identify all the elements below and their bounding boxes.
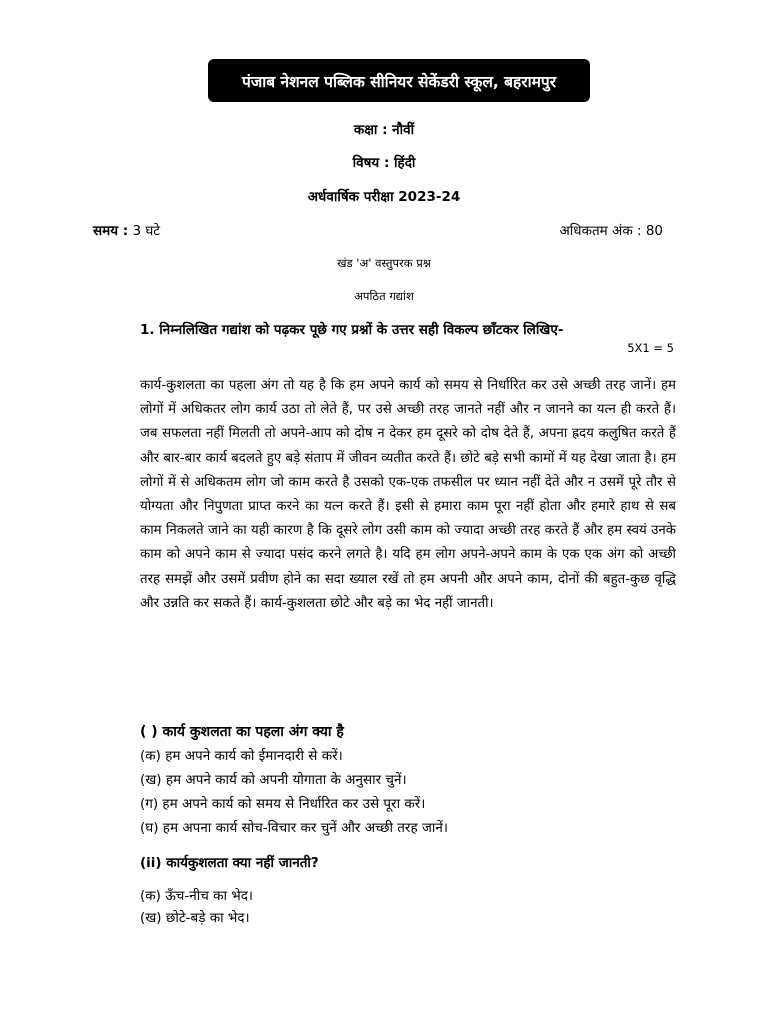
question-1-instruction	[140, 320, 563, 338]
sub-question-1-option-d: (घ) हम अपना कार्य सोच-विचार कर चुनें और अच्छी तरह जानें।	[140, 820, 449, 836]
passage	[140, 374, 676, 616]
school-name: पंजाब नेशनल पब्लिक सीनियर सेकेंडरी स्कूल, बहरामपुर	[241, 72, 557, 91]
sub-question-1-option-a: (क) हम अपने कार्य को ईमानदारी से करें।	[140, 748, 343, 764]
sub-question-1-option-b: (ख) हम अपने कार्य को अपनी योगाता के अनुसार चुनें।	[140, 772, 407, 788]
time-value: 3 घटे	[132, 223, 161, 239]
school-name-banner	[208, 59, 590, 102]
class-line: कक्षा : नौवीं	[353, 122, 415, 138]
time-label: समय :	[93, 223, 129, 239]
sub-question-2-option-b: (ख) छोटे-बड़े का भेद।	[140, 910, 250, 926]
max-marks: अधिकतम अंक : 80	[559, 223, 663, 239]
subject-line: विषय : हिंदी	[352, 155, 416, 171]
section-subtitle: अपठित गद्यांश	[354, 289, 414, 303]
question-1-text: निम्नलिखित गद्यांश को पढ़कर पूछे गए प्रश्नों के उत्तर सही विकल्प छाँटकर लिखिए-	[159, 322, 564, 338]
question-1-marks: 5X1 = 5	[627, 341, 674, 355]
passage-text: कार्य-कुशलता का पहला अंग तो यह है कि हम अपने कार्य को समय से निर्धारित कर उसे अच्छी तरह जानें। हम लोगों में अधिकतर लोग कार्य उठा तो लेते हैं, पर उसे अच्छी तरह जानते नहीं और न जानने का यत्न ही करते हैं। जब सफलता नहीं मिलती तो अपने-आप को दोष न देकर हम दूसरे को दोष देते हैं, अपना ह्रदय कलुषित करते हैं और बार-बार कार्य बदलते हुए बड़े संताप में जीवन व्यतीत करते हैं। छोटे बड़े सभी कामों में यह देखा जाता है। हम लोगों में से अधिकतम लोग जो काम करते है उसको एक-एक तफसील पर ध्यान नहीं देते और न उसमें पूरे तौर से योग्यता और निपुणता प्राप्त करने का यत्न करते हैं। इसी से हमारा काम पूरा नहीं होता और हमारे हाथ से सब काम निकलते जाने का यही कारण है कि दूसरे लोग उसी काम को ज्यादा अच्छी तरह करते हैं और हम स्वयं उनके काम को अपने काम से ज्यादा पसंद करने लगते है। यदि हम लोग अपने-अपने काम के एक एक अंग को अच्छी तरह समझें और उसमें प्रवीण होने का सदा ख्याल रखें तो हम अपनी और अपने काम, दोनों की बहुत-कुछ वृद्धि और उन्नति कर सकते हैं। कार्य-कुशलता छोटे और बड़े का भेद नहीं जानती।	[140, 378, 676, 611]
sub-question-1-option-c: (ग) हम अपने कार्य को समय से निर्धारित कर उसे पूरा करें।	[140, 796, 426, 812]
sub-question-1: ( ) कार्य कुशलता का पहला अंग क्या है	[140, 724, 344, 740]
time-info	[93, 221, 160, 239]
section-title: खंड 'अ' वस्तुपरक प्रश्न	[337, 256, 431, 270]
sub-question-2: (ii) कार्यकुशलता क्या नहीं जानती?	[140, 855, 319, 871]
exam-title: अर्धवार्षिक परीक्षा 2023-24	[307, 189, 461, 205]
sub-question-2-option-a: (क) ऊँच-नीच का भेद।	[140, 888, 254, 904]
question-1-number: 1.	[140, 322, 155, 338]
